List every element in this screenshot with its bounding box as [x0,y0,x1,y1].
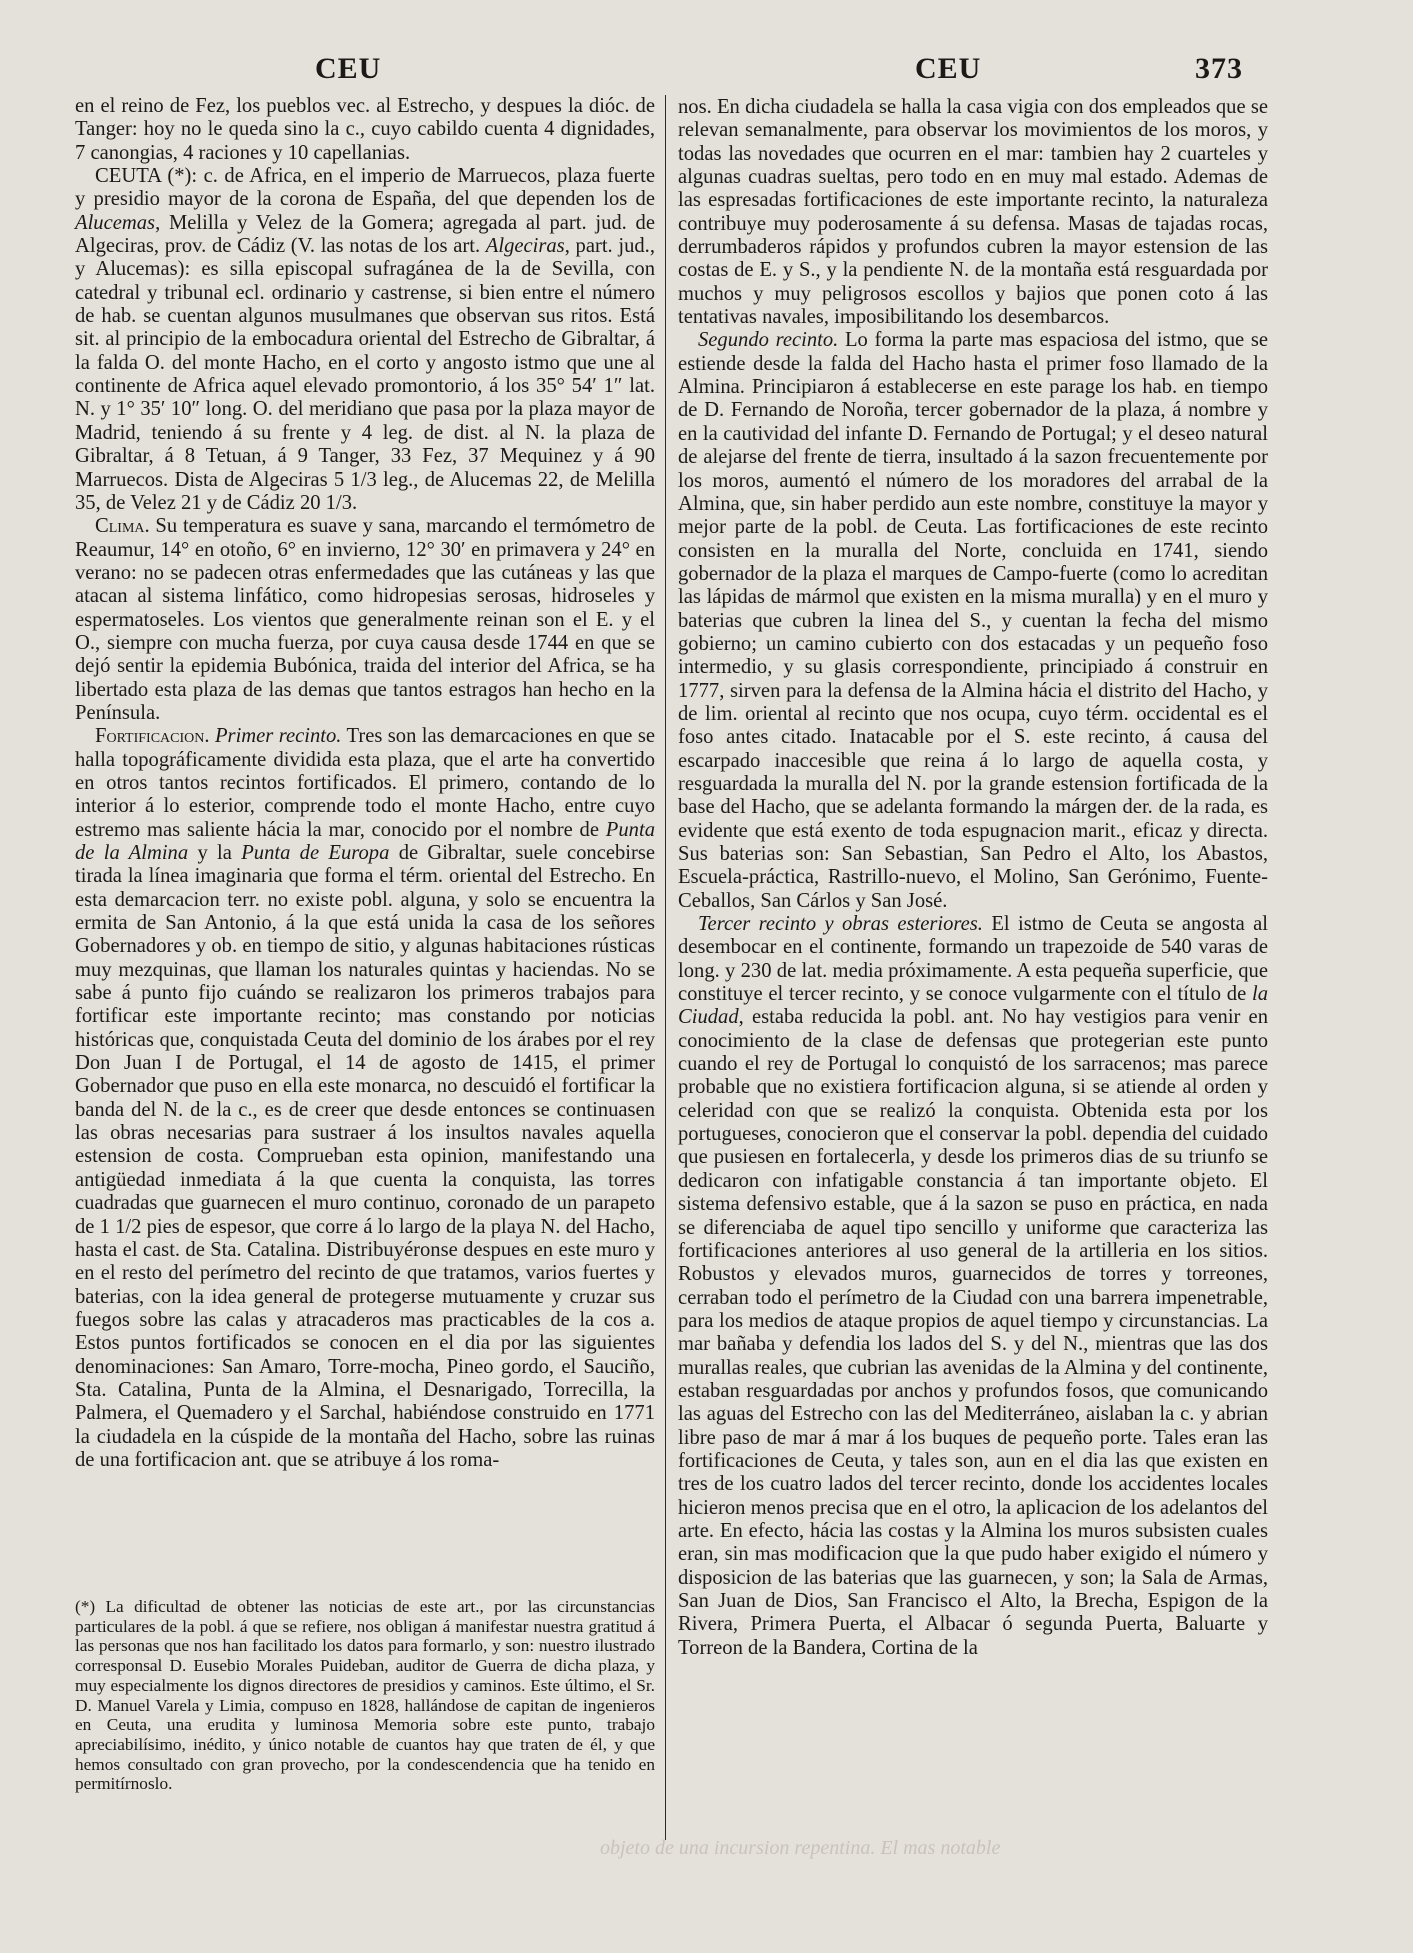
entry-heading: CEUTA (*): [95,165,198,188]
text-run: c. de Africa, en el imperio de Marruecos, plaza fuerte y presidio mayor de la corona de España, del que dependen los de [75,165,655,211]
paragraph-fortificacion [75,725,655,1472]
footnote-text: (*) La dificultad de obtener las noticias de este art., por las circunstancias particulares de la pobl. á que se refiere, nos obligan á manifestar nuestra gratitud á las personas que nos han facilitado los datos para formarlo, y son: nuestro ilustrado corresponsal D. Eusebio Morales Puideban, auditor de Guerra de dicha plaza, y muy especialmente los dignos directores de presidios y caminos. Este último, el Sr. D. Manuel Varela y Limia, compuso en 1828, hallándose de capitan de ingenieros en Ceuta, una erudita y luminosa Memoria sobre este punto, trabajo apreciabilísimo, inédito, y único notable de cuantos hay que traten de él, y que hemos consultado con gran provecho, por la condescendencia que ha tenido en permitírnoslo. [75,1597,655,1794]
subheading-segundo-recinto: Segundo recinto. [698,329,839,352]
paragraph-segundo-recinto [678,329,1268,913]
italic-run: Algeciras [485,235,565,258]
paragraph-clima [75,515,655,725]
footnote [75,1597,655,1794]
page-number: 373 [1195,52,1243,85]
left-column [75,95,655,1472]
text-run: Lo forma la parte mas espaciosa del istmo, que se estiende desde la falda del Hacho hasta el primer foso llamado de la Almina. Principiaron á establecerse en este parage los hab. en tiempo de D. Fernando de Noroña, tercer gobernador de la plaza, á nombre y en la cautividad del infante D. Fernando de Portugal; y el deseo natural de alejarse del frente de tierra, insultado á la sazon frecuentemente por los moros, aumentó el número de los moradores del arrabal de la Almina, que, sin haber perdido aun este nombre, constituye la mayor y mejor parte de la pobl. de Ceuta. Las fortificaciones de este recinto consisten en la muralla del Norte, concluida en 1741, siendo gobernador de la plaza el marques de Campo-fuerte (como lo acreditan las lápidas de mármol que existen en la misma muralla) y en el muro y baterias que cubren la linea del S., y cuentan la fecha del mismo gobierno; un camino cubierto con dos estacadas y un pequeño foso intermedio, y su glasis correspondiente, principiado á construir en 1777, sirven para la defensa de la Almina hácia el distrito del Hacho, y de lim. oriental al recinto que nos ocupa, cuyo térm. occidental es el foso antes citado. Inatacable por el S. este recinto, á causa del escarpado inaccesible que reina á lo largo de aquella costa, y resguardada la muralla del N. por la grande estension fortificada de la base del Hacho, que se adelanta formando la márgen der. de la rada, es evidente que está exento de toda espugnacion marit., eficaz y directa. Sus baterias son: San Sebastian, San Pedro el Alto, los Abastos, Escuela-práctica, Rastrillo-nuevo, el Molino, San Gerónimo, Fuente-Ceballos, San Cárlos y San José. [678,329,1268,912]
text-run: y la [188,842,242,864]
section-heading-fortificacion: Fortificacion. [95,725,210,748]
header-left-title: CEU [315,52,382,85]
paragraph-intro: en el reino de Fez, los pueblos vec. al Estrecho, y despues la dióc. de Tanger: hoy no le queda sino la c., cuyo cabildo cuenta 4 dignidades, 7 canongias, 4 raciones y 10 capellanias. [75,95,655,164]
text-run: de Gibraltar, suele concebirse tirada la línea imaginaria que forma el térm. oriental del Estrecho. En esta demarcacion terr. no existe pobl. alguna, y solo se encuentra la ermita de San Antonio, á la que está unida la casa de los señores Gobernadores y ob. en tiempo de sitio, y algunas habitaciones rústicas muy mezquinas, que llaman los naturales quintas y haciendas. No se sabe á punto fijo cuándo se realizaron los primeros trabajos para fortificar este importante recinto; mas constando por noticias históricas que, conquistada Ceuta del dominio de los árabes por el rey Don Juan I de Portugal, el 14 de agosto de 1415, el primer Gobernador que puso en ella este monarca, no descuidó el fortificar la banda del N. de la c., es de creer que desde entonces se continuasen las obras necesarias para sustraer á los insultos navales aquella estension de costa. Comprueban esta opinion, manifestando una antigüedad inmediata á la que cuenta la conquista, las torres cuadradas que guarnecen el muro continuo, coronado de un parapeto de 1 1/2 pies de espesor, que corre á lo largo de la playa N. del Hacho, hasta el cast. de Sta. Catalina. Distribuyéronse despues en este muro y en el resto del perímetro del recinto de que tratamos, varios fuertes y baterias, con la idea general de protegerse mutuamente y cruzar sus fuegos sobre las calas y atracaderos mas practicables de la cos a. Estos puntos fortificados se conocen en el dia por las siguientes denominaciones: San Amaro, Torre-mocha, Pineo gordo, el Sauciño, Sta. Catalina, Punta de la Almina, el Desnarigado, Torrecilla, la Palmera, el Quemadero y el Sarchal, habiéndose construido en 1771 la ciudadela en la cúspide de la montaña del Hacho, sobre las ruinas de una fortificacion ant. que se atribuye á los roma- [75,842,656,1471]
right-column [678,96,1268,1660]
italic-run: Alucemas [75,211,156,234]
paragraph-continuation: nos. En dicha ciudadela se halla la casa vigia con dos empleados que se relevan semanalmente, para observar los movimientos de los moros, y todas las novedades que ocurren en el mar: tambien hay 2 cuarteles y algunas cuadras sueltas, pero todo en en muy mal estado. Ademas de las espresadas fortificaciones de este importante recinto, la naturaleza contribuye muy poderosamente á su defensa. Masas de tajadas rocas, derrumbaderos rápidos y profundos cubren la mayor estension de las costas de E. y S., y la pendiente N. de la montaña está resguardada por muchos y muy peligrosos escollos y bajios que ponen coto á las tentativas navales, imposibilitando los desembarcos. [678,96,1268,329]
paragraph-tercer-recinto [678,913,1268,1660]
header-right-title: CEU [915,52,982,85]
running-header [0,52,1413,92]
text-run: , part. jud., y Alucemas): es silla episcopal sufragánea de la de Sevilla, con catedral y tribunal ecl. ordinario y castrense, si bien entre el número de hab. se cuentan algunos musulmanes que observan sus ritos. Está sit. al principio de la embocadura oriental del Estrecho de Gibraltar, á la falda O. del monte Hacho, en el corto y angosto istmo que une al continente de Africa aquel elevado promontorio, á los 35° 54′ 1″ lat. N. y 1° 35′ 10″ long. O. del meridiano que pasa por la plaza mayor de Madrid, teniendo á su frente y 4 leg. de dist. al N. la plaza de Gibraltar, á 8 Tetuan, á 9 Tanger, 33 Fez, 37 Mequinez y á 90 Marruecos. Dista de Algeciras 5 1/3 leg., de Alucemas 22, de Melilla 35, de Velez 21 y de Cádiz 20 1/3. [75,235,655,514]
subheading-primer-recinto: Primer recinto. [214,725,342,748]
paragraph-ceuta [75,165,655,515]
text-run: Su temperatura es suave y sana, marcando el termómetro de Reaumur, 14° en otoño, 6° en invierno, 12° 30′ en primavera y 24° en verano: no se padecen otras enfermedades que las cutáneas y las que atacan al sistema linfático, como hidropesias serosas, hidroseles y espermatoseles. Los vientos que generalmente reinan son el E. y el O., siempre con mucha fuerza, por cuya causa desde 1744 en que se dejó sentir la epidemia Bubónica, traida del interior del Africa, se ha libertado esta plaza de las demas que tantos estragos han hecho en la Península. [75,515,655,724]
text-run: Tres son las demarcaciones en que se halla topográficamente dividida esta plaza, que el arte ha convertido en otros tantos recintos fortificados. El primero, contando de lo interior á lo esterior, comprende todo el monte Hacho, entre cuyo estremo mas saliente hácia la mar, conocido por el nombre de [75,725,655,841]
bleed-through-text: objeto de una incursion repentina. El mas notable [600,1837,1001,1859]
text-run: , estaba reducida la pobl. ant. No hay vestigios para venir en conocimiento de la clase de defensas que protegerian este punto cuando el rey de Portugal lo conquistó de los sarracenos; mas parece probable que no existiera fortificacion alguna, si se atiende al orden y celeridad con que se realizó la conquista. Obtenida esta por los portugueses, conocieron que el conservar la pobl. dependia del cuidado que pusiesen en fortalecerla, y desde los primeros dias de su triunfo se dedicaron con infatigable constancia á tan importante objeto. El sistema defensivo estable, que á la sazon se puso en práctica, en nada se diferenciaba de aquel tipo sencillo y uniforme que caracteriza las fortificaciones anteriores al uso general de la artilleria en los sitios. Robustos y elevados muros, guarnecidos de torres y torreones, cerraban todo el perímetro de la Ciudad con una barrera impenetrable, para los medios de ataque propios de aquel tiempo y circunstancias. La mar bañaba y defendia los lados del S. y del N., mientras que las dos murallas reales, que cubrian las avenidas de la Almina y del continente, estaban resguardadas por anchos y profundos fosos, que comunicando las aguas del Estrecho con las del Mediterráneo, aislaban la c. y abrian libre paso de mar á mar á los buques de pequeño porte. Tales eran las fortificaciones de Ceuta, y tales son, aun en el dia las que existen en tres de los cuatro lados del tercer recinto, donde los accidentes locales hicieron menos precisa que en el otro, la aplicacion de los adelantos del arte. En efecto, hácia las costas y la Almina los muros subsisten cuales eran, sin mas modificacion que la que pudo haber exigido el número y disposicion de las baterias que las guarnecen, y son; la Sala de Armas, San Juan de Dios, San Francisco el Alto, la Brecha, Espigon de la Rivera, Primera Puerta, el Albacar ó segunda Puerta, Baluarte y Torreon de la Bandera, Cortina de la [678,1006,1268,1659]
column-divider [665,95,666,1840]
italic-run: Punta de la Almina [75,818,655,864]
italic-run: Punta de Europa [241,842,390,864]
text-run: El istmo de Ceuta se angosta al desembocar en el continente, formando un trapezoide de 540 varas de long. y 230 de lat. media próximamente. A esta pequeña superficie, que constituye el tercer recinto, y se conoce vulgarmente con el título de [678,913,1268,1006]
italic-run: la Ciudad [678,983,1268,1029]
text-run: , Melilla y Velez de la Gomera; agregada al part. jud. de Algeciras, prov. de Cádiz (V. las notas de los art. [75,211,655,258]
section-heading-clima: Clima. [95,515,150,538]
subheading-tercer-recinto: Tercer recinto y obras esteriores. [698,913,983,936]
